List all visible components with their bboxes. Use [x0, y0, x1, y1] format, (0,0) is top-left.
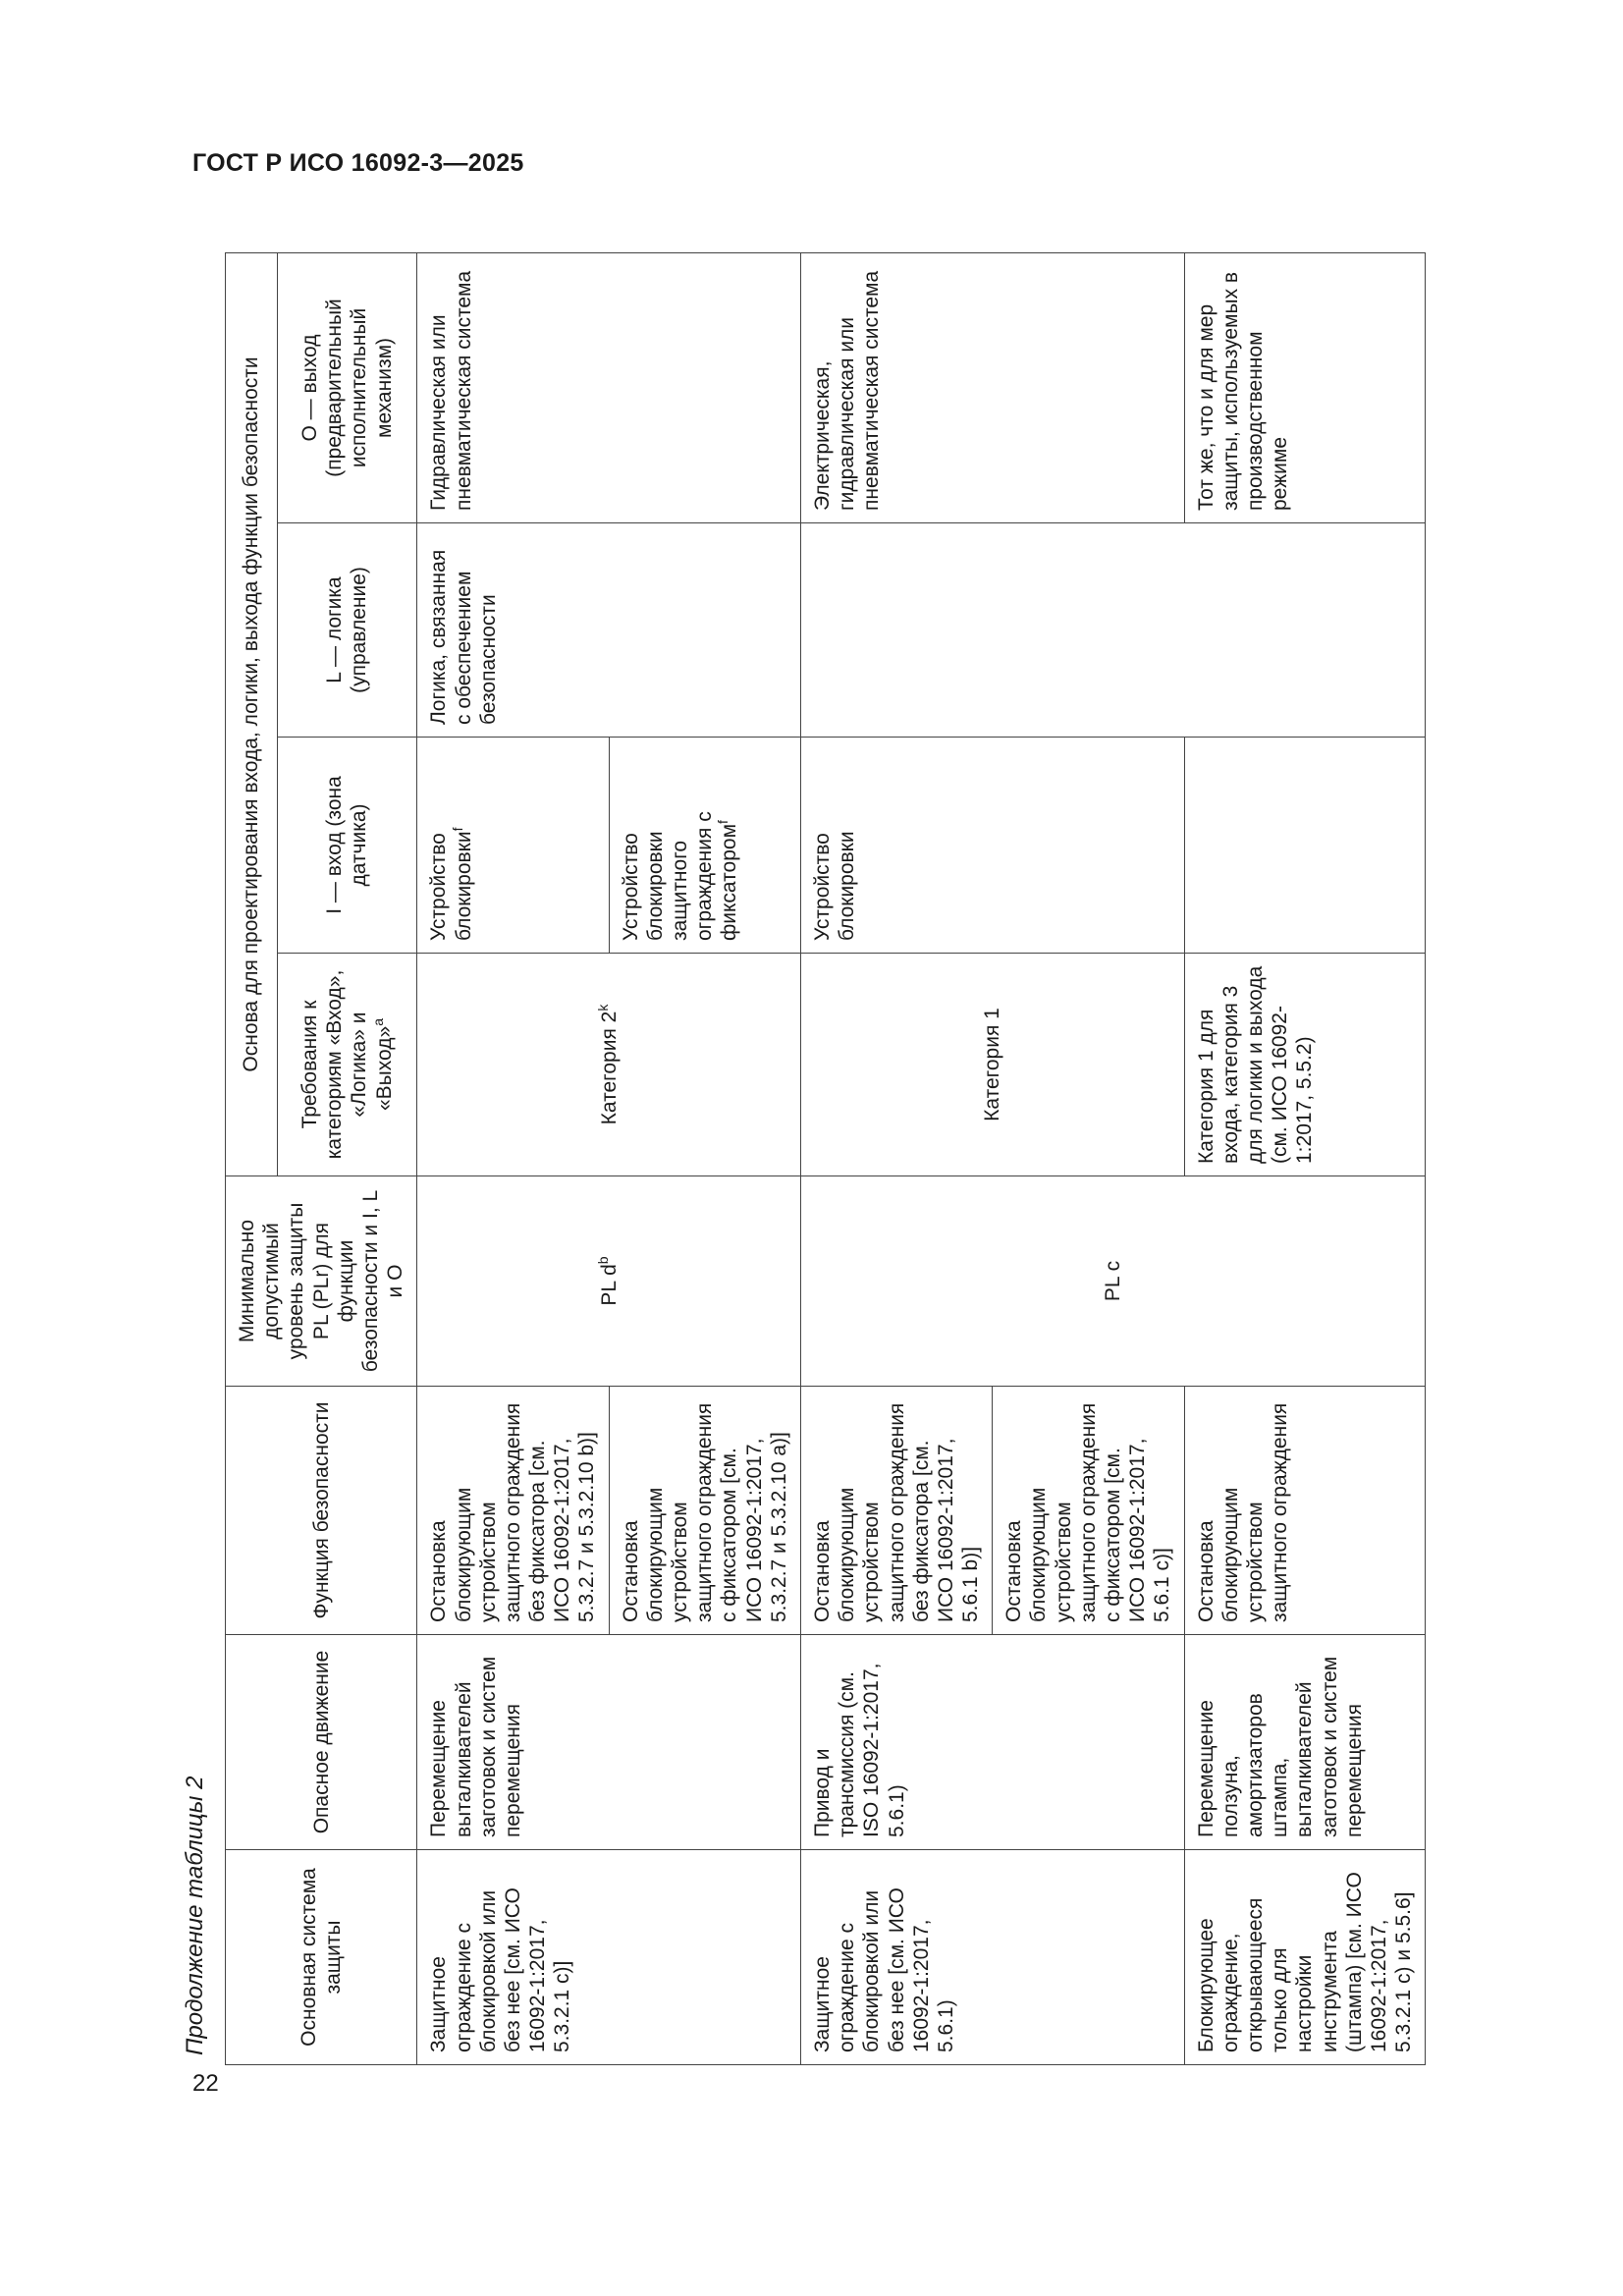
- g3-category: Категория 1 для входа, категория 3 для логики и выхода (см. ИСО 16092-1:2017, 5.5.2): [1184, 954, 1426, 1176]
- g1-system: Защитное ограждение с блокировкой или без нее [см. ИСО 16092-1:2017, 5.3.2.1 c)]: [417, 1850, 801, 2065]
- g2-pl: PL c: [800, 1176, 1425, 1387]
- g2-logic-empty: [800, 523, 1425, 738]
- g3-motion: Перемещение ползуна, амортизаторов штампа, выталкивателей заготовок и систем перемещения: [1184, 1635, 1426, 1850]
- rotated-table-page: [174, 219, 1450, 2065]
- table-caption: Продолжение таблицы 2: [182, 1776, 208, 2055]
- safety-functions-table: [225, 252, 1426, 2065]
- g2-system: Защитное ограждение с блокировкой или без нее [см. ИСО 16092-1:2017, 5.6.1): [800, 1850, 1184, 2065]
- g3-output: Тот же, что и для мер защиты, используемых в производственном режиме: [1184, 252, 1426, 522]
- g2-category: Категория 1: [800, 954, 1184, 1176]
- g1-input-1: Устройство блокировки$^f$: [417, 738, 609, 954]
- g1-input-2: Устройство блокировки защитного ограждения с фиксатором$^f$: [609, 738, 800, 954]
- g1-motion: Перемещение выталкивателей заготовок и систем перемещения: [417, 1635, 801, 1850]
- header-input: I — вход (зона датчика): [277, 738, 417, 954]
- g1-function-2: Остановка блокирующим устройством защитного ограждения с фиксатором [см. ИСО 16092-1:2017, 5.3.2.7 и 5.3.2.10 a)]: [609, 1387, 800, 1635]
- header-requirements: Требования к категориям «Вход», «Логика» и «Выход»$^a$: [277, 954, 417, 1176]
- g2-output: Электрическая, гидравлическая или пневматическая система: [800, 252, 1184, 522]
- g1-category: Категория 2$^k$: [417, 954, 801, 1176]
- g3-system: Блокирующее ограждение, открывающееся только для настройки инструмента (штампа) [см. ИСО 16092-1:2017, 5.3.2.1 c) и 5.5.6]: [1184, 1850, 1426, 2065]
- page-number: 22: [192, 2070, 219, 2097]
- header-row-1: [226, 252, 278, 2064]
- header-output: O — выход (предварительный исполнительный механизм): [277, 252, 417, 522]
- table-row: [417, 252, 609, 2064]
- g2-function-1: Остановка блокирующим устройством защитного ограждения без фиксатора [см. ИСО 16092-1:2017, 5.6.1 b)]: [800, 1387, 992, 1635]
- g2-motion: Привод и трансмиссия (см. ISO 16092-1:2017, 5.6.1): [800, 1635, 1184, 1850]
- header-basic-system: Основная система защиты: [226, 1850, 417, 2065]
- g1-function-1: Остановка блокирующим устройством защитного ограждения без фиксатора [см. ИСО 16092-1:2017, 5.3.2.7 и 5.3.2.10 b)]: [417, 1387, 609, 1635]
- table-row: [800, 252, 992, 2064]
- header-design-basis: Основа для проектирования входа, логики, выхода функции безопасности: [226, 252, 278, 1175]
- header-motion: Опасное движение: [226, 1635, 417, 1850]
- g2-function-2: Остановка блокирующим устройством защитного ограждения с фиксатором [см. ИСО 16092-1:2017, 5.6.1 c)]: [993, 1387, 1184, 1635]
- g1-logic: Логика, связанная с обеспечением безопасности: [417, 523, 801, 738]
- g3-input-empty: [1184, 738, 1426, 954]
- header-function: Функция безопасности: [226, 1387, 417, 1635]
- g3-function: Остановка блокирующим устройством защитного ограждения: [1184, 1387, 1426, 1635]
- g1-output: Гидравлическая или пневматическая система: [417, 252, 801, 522]
- document-title: ГОСТ Р ИСО 16092-3—2025: [192, 149, 524, 177]
- g1-pl: PL $d^b$: [417, 1176, 801, 1387]
- g2-input: Устройство блокировки: [800, 738, 1184, 954]
- header-logic: L — логика (управление): [277, 523, 417, 738]
- header-pl: Минимально допустимый уровень защиты PL (PLr) для функции безопасности и I, L и O: [226, 1176, 417, 1387]
